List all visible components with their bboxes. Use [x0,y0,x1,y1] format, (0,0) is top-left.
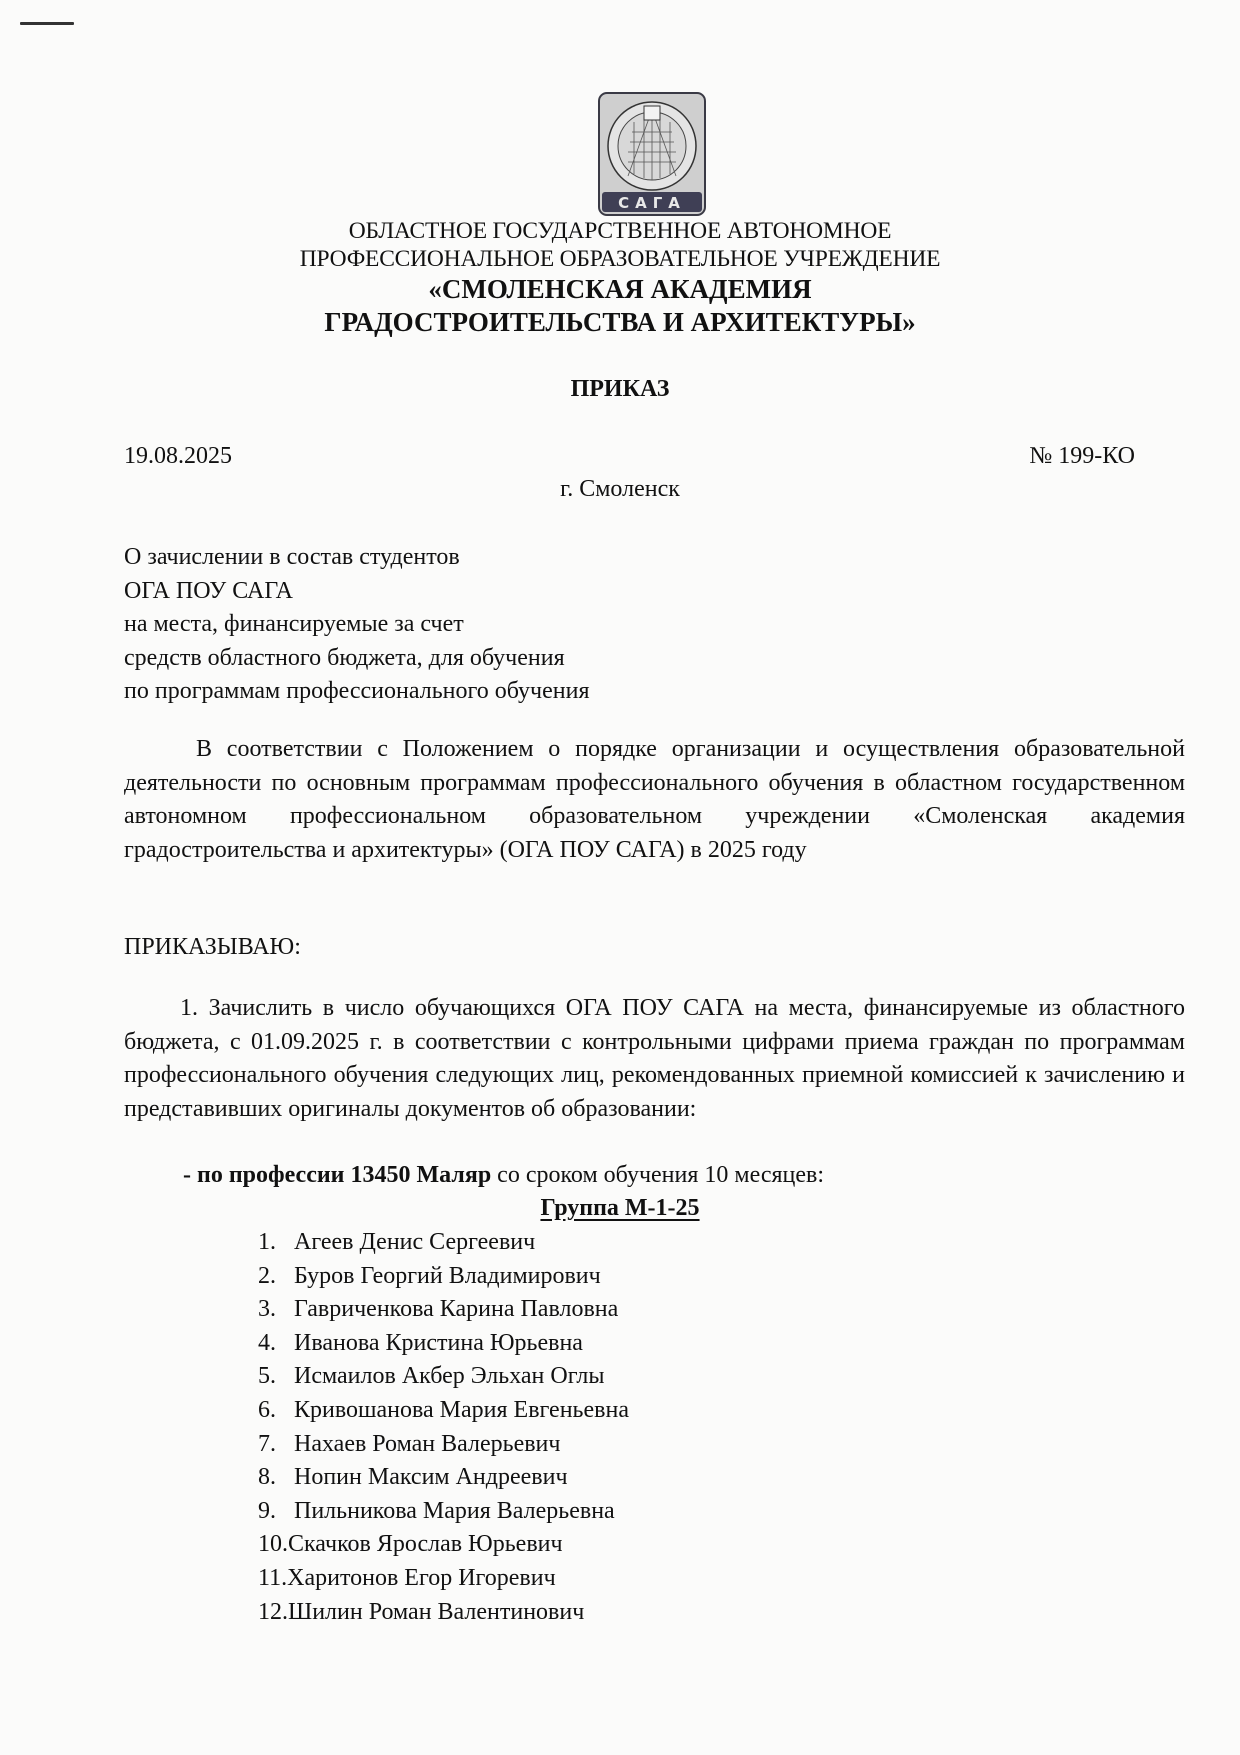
profession-line [183,1162,824,1189]
profession-duration: со сроком обучения 10 месяцев: [491,1162,825,1188]
profession-name: - по профессии 13450 Маляр [183,1162,492,1188]
clause-1-paragraph: 1. Зачислить в число обучающихся ОГА ПОУ САГА на места, финансируемые из областного бюджета, с 01.09.2025 г. в соответствии с контрольными цифрами приема граждан по программам профессионального обучения следующих лиц, рекомендованных приемной комиссией к зачислению и представивших оригиналы документов об образовании: [124,995,1185,1122]
list-item: 4. Иванова Кристина Юрьевна [258,1329,583,1356]
document-date: 19.08.2025 [124,443,232,469]
document-city: г. Смоленск [560,476,680,502]
subject-line: ОГА ПОУ САГА [124,577,293,604]
list-item: 11. Харитонов Егор Игоревич [258,1564,556,1591]
scan-artifact-line [20,22,74,25]
order-subject [124,541,590,709]
list-item: 1. Агеев Денис Сергеевич [258,1229,536,1255]
institution-name-line-2: ГРАДОСТРОИТЕЛЬСТВА И АРХИТЕКТУРЫ» [324,307,916,337]
list-item: 8. Нопин Максим Андреевич [258,1464,568,1491]
institution-name-line-1: «СМОЛЕНСКАЯ АКАДЕМИЯ [428,274,812,304]
list-item: 9. Пильникова Мария Валерьевна [258,1497,615,1524]
document-number: № 199-КО [1029,443,1135,469]
institution-line-1: ОБЛАСТНОЕ ГОСУДАРСТВЕННОЕ АВТОНОМНОЕ [348,218,892,244]
subject-line: по программам профессионального обучения [124,678,590,704]
list-item: 3. Гавриченкова Карина Павловна [258,1296,619,1323]
list-item: 12. Шилин Роман Валентинович [258,1598,585,1625]
list-item: 2. Буров Георгий Владимирович [258,1262,601,1289]
list-item: 10. Скачков Ярослав Юрьевич [258,1531,563,1558]
list-item: 6. Кривошанова Мария Евгеньевна [258,1396,629,1423]
group-heading: Группа М-1-25 [540,1195,700,1221]
subject-line: средств областного бюджета, для обучения [124,644,565,671]
orders-heading: ПРИКАЗЫВАЮ: [124,934,301,960]
preamble-paragraph: В соответствии с Положением о порядке организации и осуществления образовательной деятельности по основным программам профессионального обучения в областном государственном автономном профессиональном образовательном учреждении «Смоленская академия градостроительства и архитектуры» (ОГА ПОУ САГА) в 2025 году [124,736,1185,863]
svg-text:САГА: САГА [618,194,686,212]
subject-line: на места, финансируемые за счет [124,611,464,637]
student-list [258,1226,629,1629]
list-item: 7. Нахаев Роман Валерьевич [258,1430,561,1457]
list-item: 5. Исмаилов Акбер Эльхан Оглы [258,1363,605,1390]
subject-line: О зачислении в состав студентов [124,544,460,570]
academy-emblem-icon [598,92,706,216]
institution-line-2: ПРОФЕССИОНАЛЬНОЕ ОБРАЗОВАТЕЛЬНОЕ УЧРЕЖДЕНИЕ [299,246,941,272]
document-title: ПРИКАЗ [570,376,670,402]
